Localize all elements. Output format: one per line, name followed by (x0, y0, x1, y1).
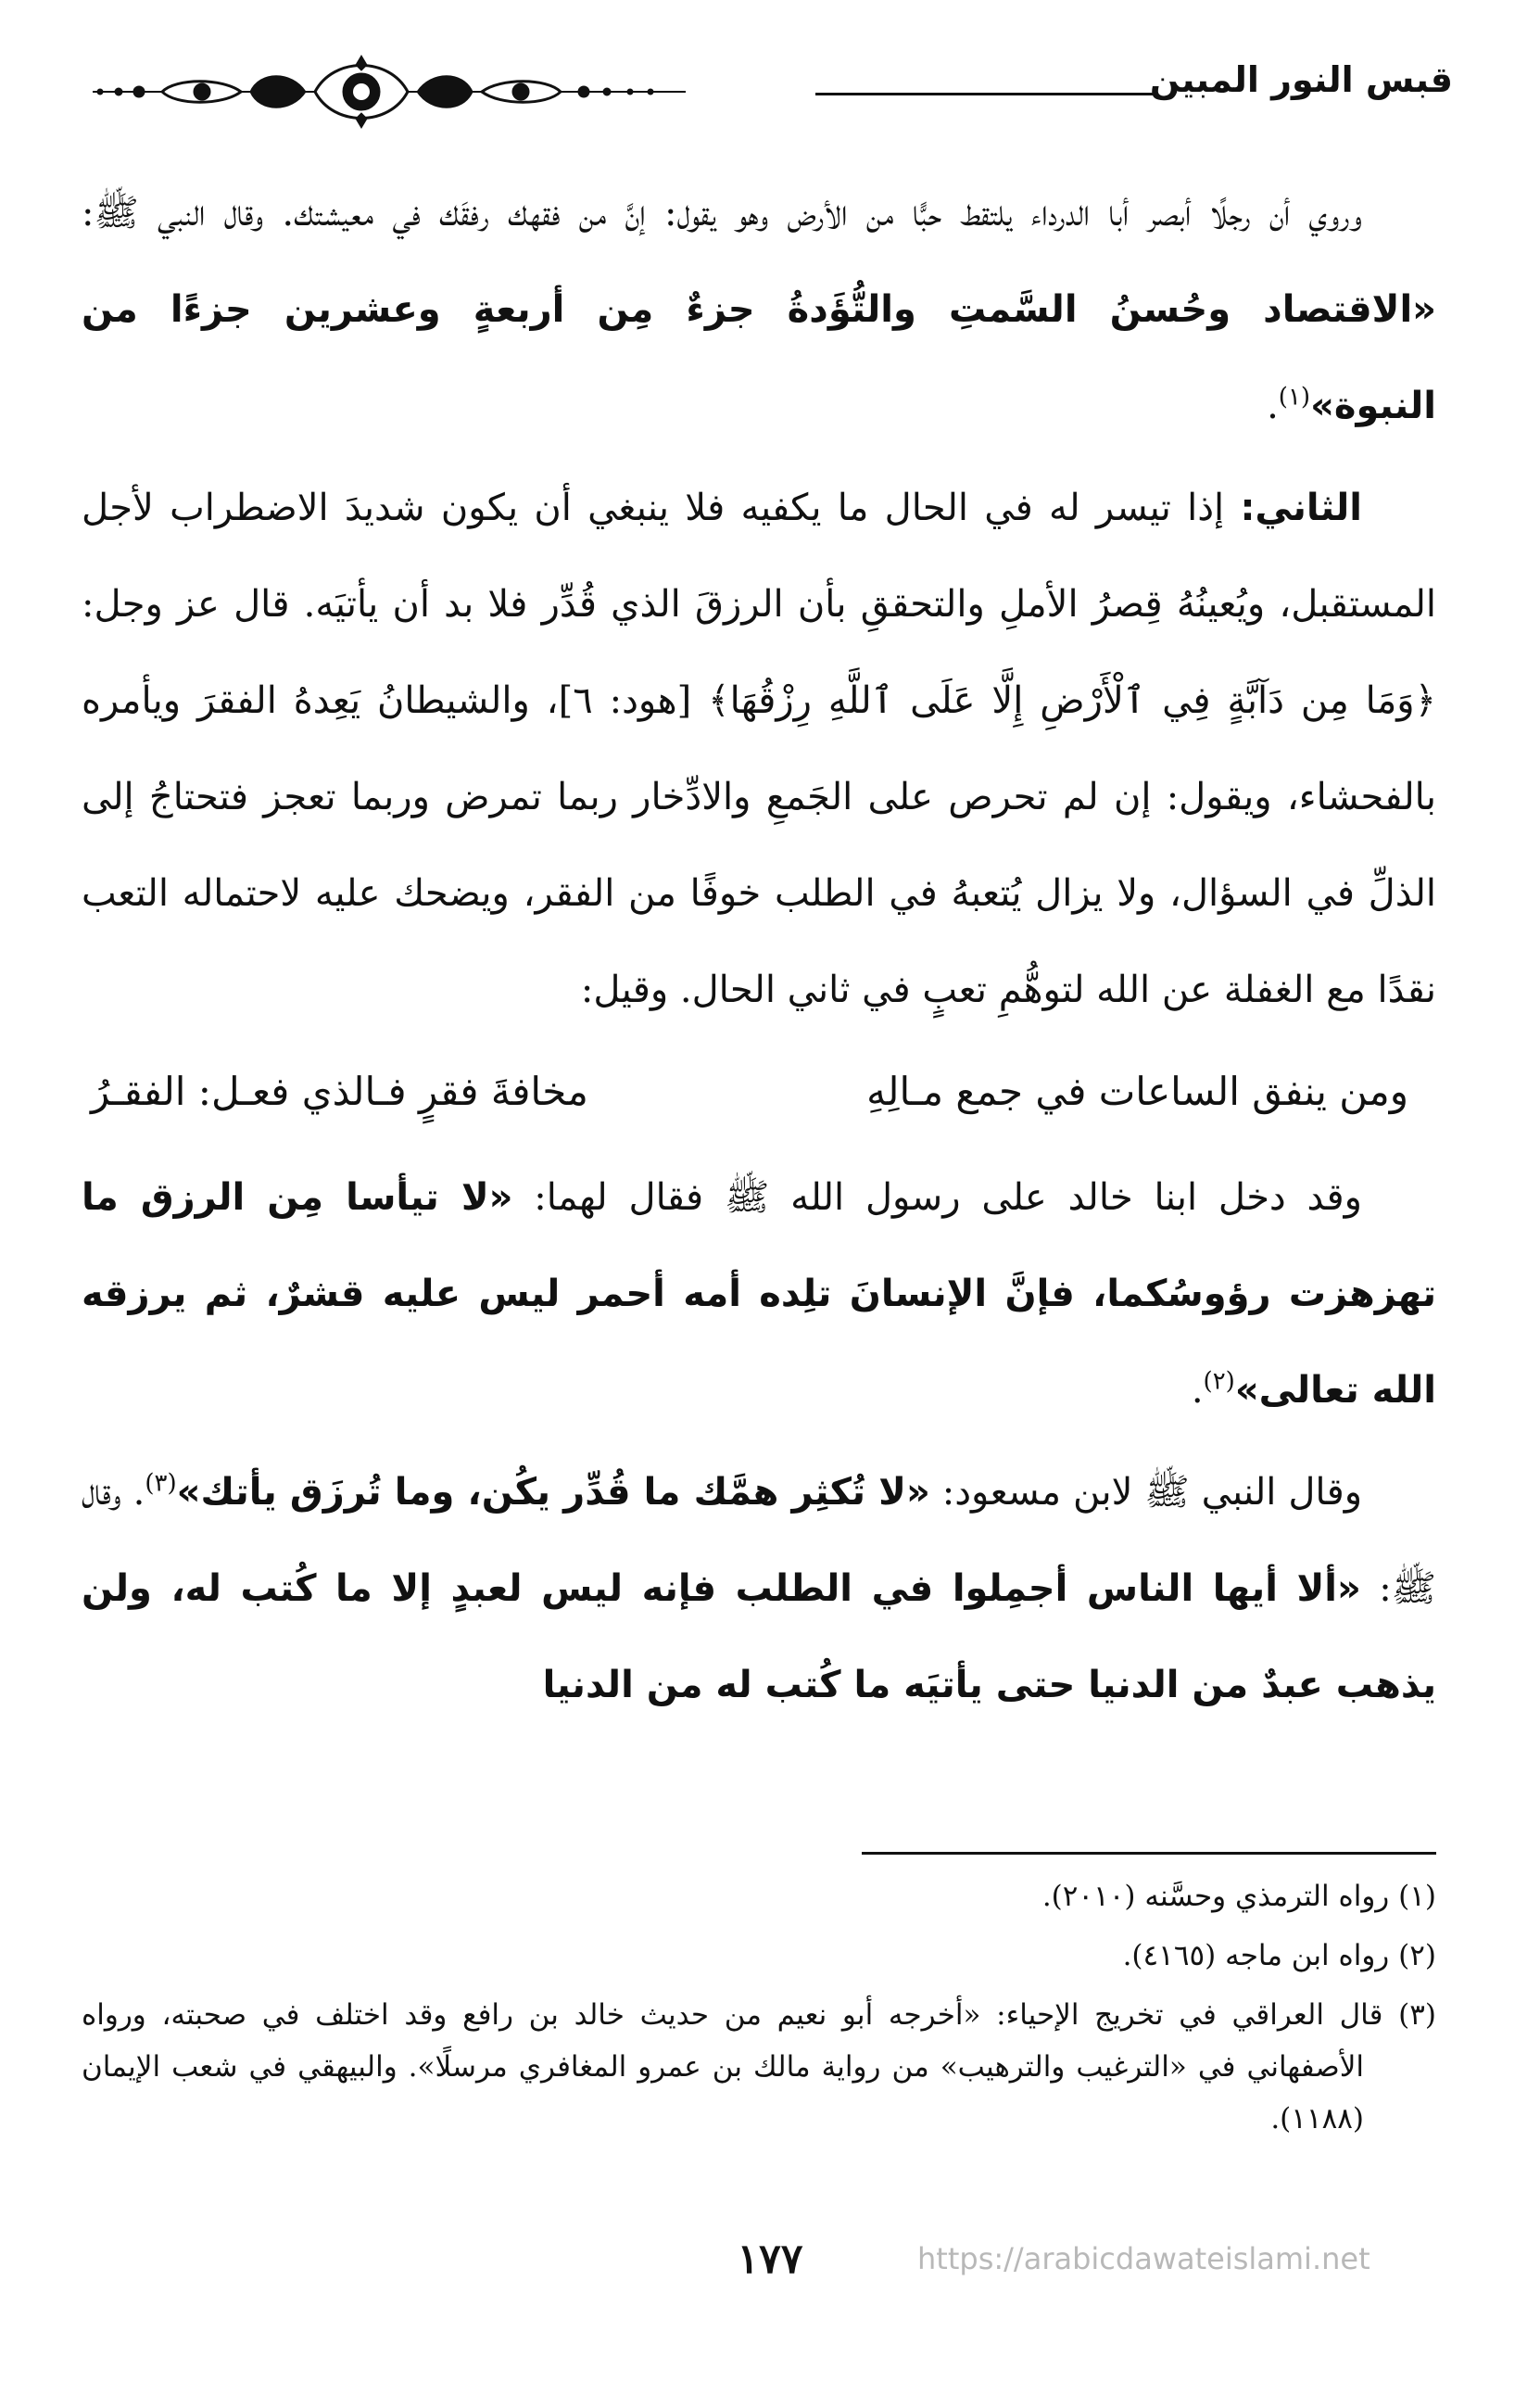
paragraph (82, 1444, 1436, 1733)
quoted-hadith: «ألا أيها الناس أجمِلوا في الطلب فإنه ليس لعبدٍ إلا ما كُتب له، ولن يذهب عبدٌ من الدنيا حتى يأتيَه ما كُتب له من الدنيا (82, 1567, 1436, 1706)
footnote-number: (٢) (1398, 1939, 1436, 1972)
footnote-number: (٣) (1398, 1998, 1436, 2032)
footnote-text: قال العراقي في تخريج الإحياء: «أخرجه أبو نعيم من حديث خالد بن رافع وقد اختلف في صحبته، ورواه الأصفهاني في «الترغيب والترهيب» من رواية مالك بن عمرو المغافري مرسلًا». والبيهقي في شعب الإيمان (١١٨٨). (82, 1998, 1383, 2135)
footnote-text: رواه الترمذي وحسَّنه (٢٠١٠). (1041, 1880, 1390, 1913)
footnote-reference: (٢) (1203, 1367, 1235, 1396)
text-run: وقد دخل ابنا خالد على رسول الله ﷺ فقال لهما: (512, 1176, 1362, 1219)
header-rule (815, 93, 1158, 95)
footnote-text: رواه ابن ماجه (٤١٦٥). (1122, 1939, 1390, 1972)
verse-first-hemistich: ومن ينفق الساعات في جمع مـالِهِ (866, 1069, 1408, 1114)
paragraph (82, 460, 1436, 1038)
footnote-reference: (٣) (145, 1469, 177, 1498)
footnote (82, 1989, 1436, 2145)
paragraph (82, 165, 1436, 454)
main-text (82, 165, 1436, 1739)
verse-second-hemistich: مخافةَ فقرٍ فـالذي فعـل: الفقـرُ (91, 1069, 588, 1114)
text-run: وروي أن رجلًا أبصر أبا الدرداء يلتقط حبًّا من الأرض وهو يقول: إنَّ من فقهك رفقَك في معيشتك. وقال النبي ﷺ: (82, 192, 1362, 234)
text-run: وقال النبي ﷺ لابن مسعود: (929, 1471, 1363, 1514)
ornament-divider (83, 52, 695, 132)
footnote-number: (١) (1398, 1880, 1436, 1913)
footnote-separator (862, 1852, 1436, 1855)
text-run: . وقال ﷺ: (82, 1471, 1436, 1610)
footnote (82, 1870, 1436, 1922)
page-number: ١٧٧ (737, 2236, 803, 2283)
poetry-verse (82, 1044, 1436, 1140)
quoted-hadith: «لا تيأسا مِن الرزق ما تهزهزت رؤوسُكما، فإنَّ الإنسانَ تلِده أمه أحمر ليس عليه قشرٌ، ثم يرزقه الله تعالى» (82, 1176, 1436, 1412)
footnotes (82, 1870, 1436, 2152)
running-header (83, 48, 1453, 150)
quoted-hadith: «لا تُكثِر همَّك ما قُدِّر يكُن، وما تُرزَق يأتك» (176, 1471, 930, 1514)
text-run: . (1191, 1369, 1204, 1412)
footnote (82, 1930, 1436, 1982)
paragraph (82, 1149, 1436, 1438)
footnote-reference: (١) (1278, 383, 1311, 412)
watermark-url: https://arabicdawateislami.net (917, 2241, 1370, 2276)
text-run: إذا تيسر له في الحال ما يكفيه فلا ينبغي أن يكون شديدَ الاضطراب لأجل المستقبل، ويُعينُهُ قِصرُ الأملِ والتحققِ بأن الرزقَ الذي قُدِّر فلا بد أن يأتيَه. قال عز وجل: ﴿وَمَا مِن دَآبَّةٍ فِي ٱلْأَرْضِ إِلَّا عَلَى ٱللَّهِ رِزْقُهَا﴾ [هود: ٦]، والشيطانُ يَعِدهُ الفقرَ ويأمره بالفحشاء، ويقول: إن لم تحرص على الجَمعِ والادِّخار ربما تمرض وربما تعجز فتحتاجُ إلى الذلِّ في السؤال، ولا يزال يُتعبهُ في الطلب خوفًا من الفقر، ويضحك عليه لاحتماله التعب نقدًا مع الغفلة عن الله لتوهُّمِ تعبٍ في ثاني الحال. وقيل: (82, 487, 1437, 1011)
text-run: . (1267, 385, 1279, 427)
book-title: قبس النور المبين (1149, 59, 1453, 100)
section-lead: الثاني: (1240, 487, 1362, 529)
quoted-hadith: «الاقتصاد وحُسنُ السَّمتِ والتُّؤَدةُ جزءٌ مِن أربعةٍ وعشرين جزءًا من النبوة» (82, 288, 1436, 427)
